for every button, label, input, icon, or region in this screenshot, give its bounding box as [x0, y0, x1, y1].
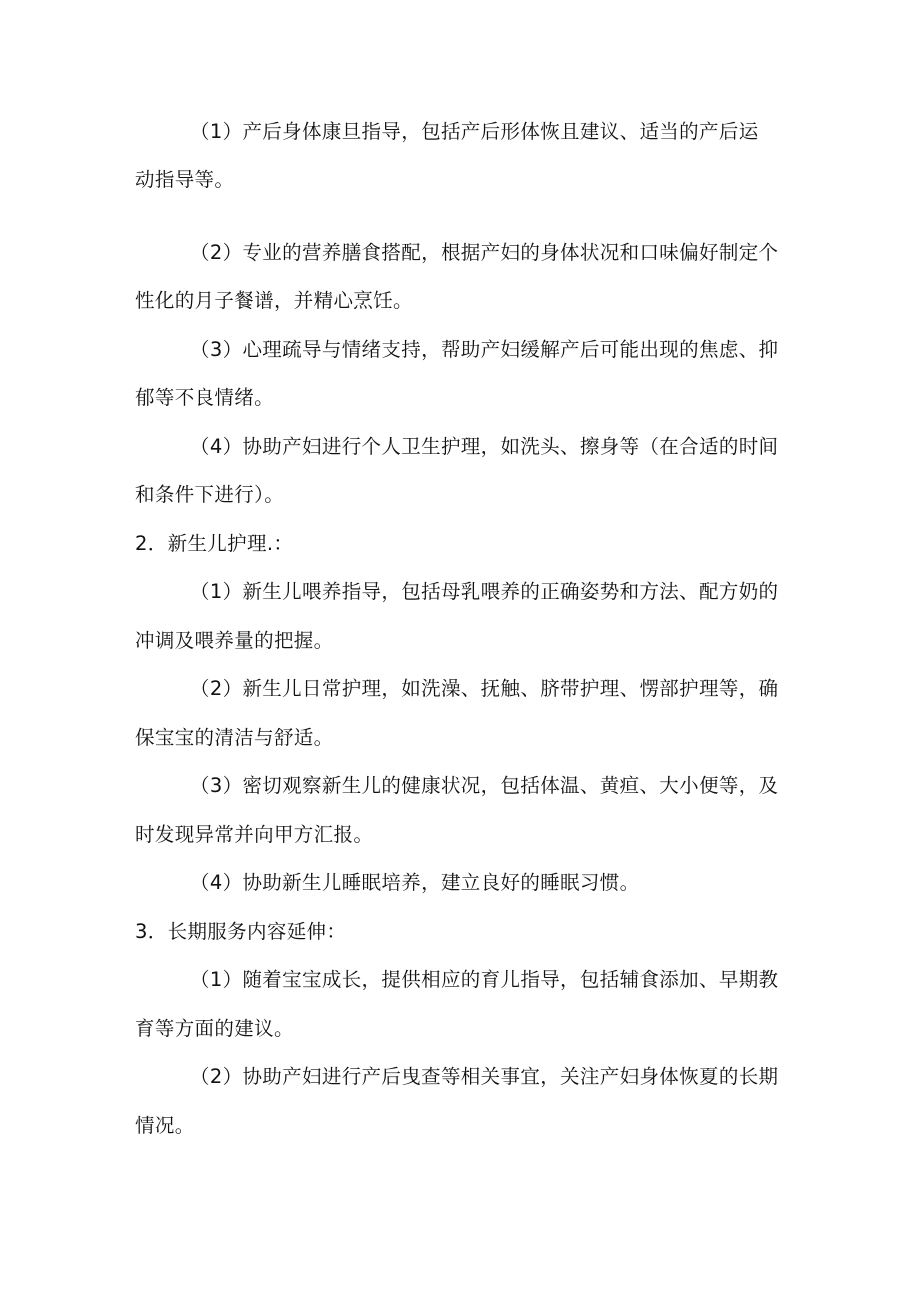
text-line: 性化的月子餐谱，并精心烹饪。	[135, 289, 413, 312]
text-line: （3）心理疏导与情绪支持，帮助产妇缓解产后可能出现的焦虑、抑	[190, 338, 779, 361]
text-line: （4）协助新生儿睡眠培养，建立良好的睡眠习惯。	[190, 871, 640, 894]
text-line: 时发现异常并向甲方汇报。	[135, 823, 374, 846]
text-line: （1）产后身体康旦指导，包括产后形体恢且建议、适当的产后运	[190, 120, 759, 143]
text-line: 郁等不良情绪。	[135, 386, 274, 409]
section-heading: 3．长期服务内容延伸：	[135, 920, 347, 943]
text-line: （2）协助产妇进行产后曳查等相关事宜，关注产妇身体恢夏的长期	[190, 1065, 779, 1088]
text-line: 情况。	[135, 1114, 195, 1137]
text-line: 保宝宝的清洁与舒适。	[135, 726, 334, 749]
text-line: （4）协助产妇进行个人卫生护理，如洗头、擦身等（在合适的时间	[190, 435, 779, 458]
text-line: 和条件下进行）。	[135, 483, 285, 506]
text-line: 育等方面的建议。	[135, 1017, 294, 1040]
text-line: （2）新生儿日常护理，如洗澡、抚触、脐带护理、愣部护理等，确	[190, 677, 779, 700]
text-line: （3）密切观察新生儿的健康状况，包括体温、黄疸、大小便等，及	[190, 774, 779, 797]
text-line: （1）随着宝宝成长，提供相应的育儿指导，包括辅食添加、早期教	[190, 968, 779, 991]
text-line: 动指导等。	[135, 168, 235, 191]
text-line: （1）新生儿喂养指导，包括母乳喂养的正确姿势和方法、配方奶的	[190, 580, 779, 603]
section-heading: 2．新生儿护理.：	[135, 532, 294, 555]
text-line: 冲调及喂养量的把握。	[135, 629, 334, 652]
text-line: （2）专业的营养膳食搭配，根据产妇的身体状况和口味偏好制定个	[190, 241, 779, 264]
